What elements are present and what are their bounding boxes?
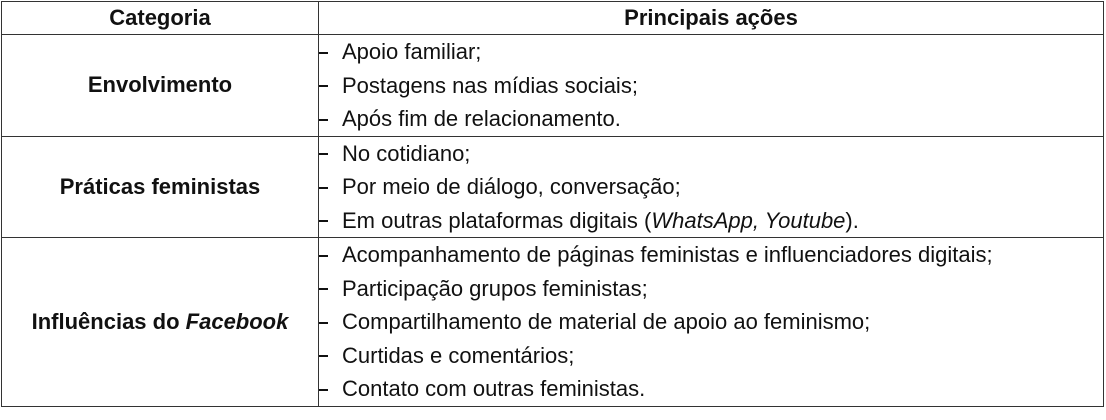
action-text: Acompanhamento de páginas feministas e influenciadores digitais; bbox=[342, 242, 993, 267]
action-text-end: ). bbox=[845, 207, 859, 233]
actions-cell bbox=[319, 35, 1104, 137]
table-row bbox=[2, 238, 1104, 407]
action-text: Compartilhamento de material de apoio ao feminismo; bbox=[342, 309, 871, 334]
action-text: Apoio familiar; bbox=[342, 39, 482, 64]
actions-cell bbox=[319, 238, 1104, 407]
dash-bullet-icon bbox=[319, 52, 328, 54]
list-item bbox=[319, 372, 1103, 406]
action-text: Por meio de diálogo, conversação; bbox=[342, 174, 681, 199]
dash-bullet-icon bbox=[319, 355, 328, 357]
action-text: Participação grupos feministas; bbox=[342, 275, 648, 301]
list-item bbox=[319, 35, 1103, 69]
action-text-start: Em outras plataformas digitais ( bbox=[342, 207, 652, 233]
action-text bbox=[342, 204, 859, 238]
list-item bbox=[319, 102, 1103, 136]
table-row bbox=[2, 136, 1104, 238]
category-cell: Envolvimento bbox=[2, 35, 319, 137]
action-text-italic: WhatsApp, Youtube bbox=[651, 207, 846, 233]
dash-bullet-icon bbox=[319, 85, 328, 87]
dash-bullet-icon bbox=[319, 119, 328, 121]
category-text-italic: Facebook bbox=[185, 308, 289, 334]
dash-bullet-icon bbox=[319, 389, 328, 391]
dash-bullet-icon bbox=[319, 153, 328, 155]
category-cell: Práticas feministas bbox=[2, 136, 319, 238]
dash-bullet-icon bbox=[319, 255, 328, 257]
category-cell bbox=[2, 238, 319, 407]
list-item bbox=[319, 69, 1103, 103]
header-category: Categoria bbox=[2, 2, 319, 35]
dash-bullet-icon bbox=[319, 322, 328, 324]
action-text: Postagens nas mídias sociais; bbox=[342, 72, 638, 98]
category-text: Influências do bbox=[31, 308, 186, 334]
table-row bbox=[2, 35, 1104, 137]
action-text: No cotidiano; bbox=[342, 140, 471, 166]
actions-table bbox=[1, 1, 1104, 407]
list-item bbox=[319, 339, 1103, 373]
dash-bullet-icon bbox=[319, 187, 328, 189]
list-item bbox=[319, 272, 1103, 306]
action-text: Após fim de relacionamento. bbox=[342, 106, 621, 131]
dash-bullet-icon bbox=[319, 220, 328, 222]
list-item bbox=[319, 137, 1103, 171]
list-item bbox=[319, 305, 1103, 339]
list-item bbox=[319, 170, 1103, 204]
header-actions: Principais ações bbox=[319, 2, 1104, 35]
actions-cell bbox=[319, 136, 1104, 238]
list-item bbox=[319, 238, 1103, 272]
list-item bbox=[319, 204, 1103, 238]
header-row bbox=[2, 2, 1104, 35]
action-text: Contato com outras feministas. bbox=[342, 376, 646, 401]
action-text: Curtidas e comentários; bbox=[342, 342, 575, 368]
dash-bullet-icon bbox=[319, 288, 328, 290]
